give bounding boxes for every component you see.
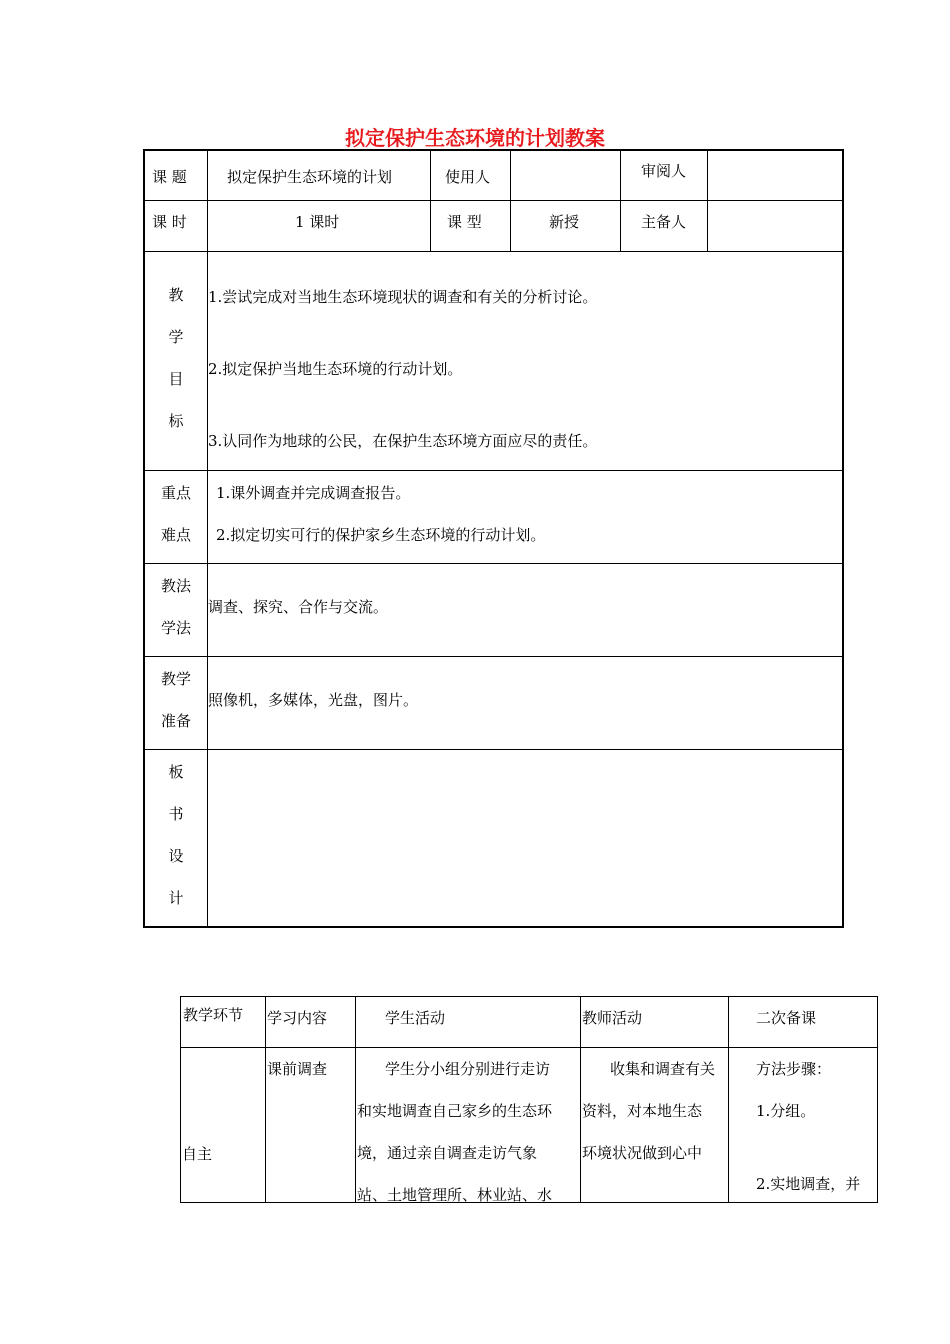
student-line: 学生分小组分别进行走访 [385,1060,551,1078]
keypoints-label: 重点 难点 [160,484,191,544]
subject-label: 课 题 [152,168,187,186]
board-label: 板 书 设 计 [168,763,184,907]
objective-item: 1.尝试完成对当地生态环境现状的调查和有关的分析讨论。 [208,288,598,306]
keypoint-item: 1.课外调查并完成调查报告。 [216,484,411,502]
header-content: 学习内容 [267,1009,328,1027]
teacher-line: 收集和调查有关 [610,1060,716,1078]
user-label: 使用人 [445,168,491,186]
secondary-line: 1.分组。 [756,1102,816,1120]
student-line: 和实地调查自己家乡的生态环 [357,1102,553,1120]
header-student: 学生活动 [385,1009,446,1027]
lesson-type-value: 新授 [549,213,580,231]
preparer-label: 主备人 [641,213,687,231]
period-value: 1 课时 [295,213,340,231]
stage-text: 自主 [182,1145,213,1163]
subject-value: 拟定保护生态环境的计划 [227,168,393,186]
header-teacher: 教师活动 [582,1009,643,1027]
secondary-line: 方法步骤： [756,1060,832,1078]
lesson-type-label: 课 型 [447,213,482,231]
header-stage: 教学环节 [183,1006,244,1024]
teacher-line: 资料，对本地生态 [582,1102,703,1120]
objectives-label: 教 学 目 标 [168,286,184,430]
period-label: 课 时 [152,213,187,231]
document-title: 拟定保护生态环境的计划教案 [345,126,605,150]
objective-item: 3.认同作为地球的公民，在保护生态环境方面应尽的责任。 [208,432,598,450]
prep-text: 照像机，多媒体，光盘，图片。 [208,691,419,709]
prep-label: 教学 准备 [160,670,191,730]
secondary-line: 2.实地调查，并 [756,1175,861,1193]
content-text: 课前调查 [267,1060,328,1078]
reviewer-label: 审阅人 [641,162,687,180]
student-line: 境，通过亲自调查走访气象 [357,1144,538,1162]
methods-text: 调查、探究、合作与交流。 [208,598,389,616]
teacher-line: 环境状况做到心中 [582,1144,703,1162]
student-line: 站、土地管理所、林业站、水 [357,1186,553,1204]
methods-label: 教法 学法 [160,577,191,637]
objective-item: 2.拟定保护当地生态环境的行动计划。 [208,360,463,378]
header-secondary: 二次备课 [756,1009,817,1027]
keypoint-item: 2.拟定切实可行的保护家乡生态环境的行动计划。 [216,526,546,544]
